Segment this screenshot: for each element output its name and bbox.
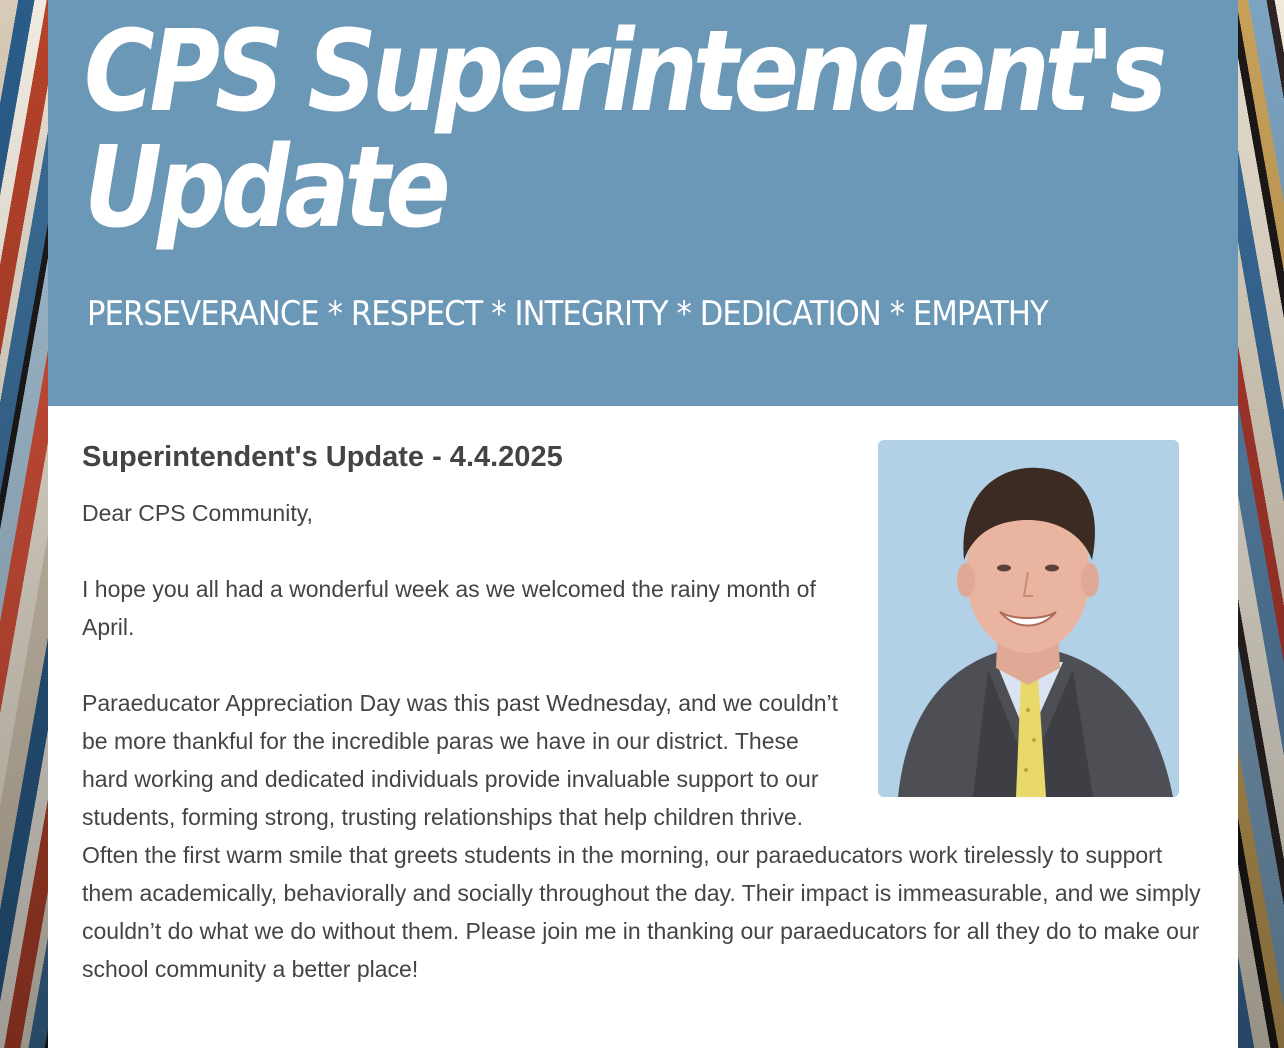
newsletter-title-line2: Update bbox=[84, 123, 446, 253]
bookshelf-background-right bbox=[1238, 0, 1284, 1048]
values-tagline: PERSEVERANCE * RESPECT * INTEGRITY * DEDICATION * EMPATHY bbox=[87, 294, 1048, 334]
newsletter-title-line1: CPS Superintendent's bbox=[84, 7, 1162, 137]
article-title: Superintendent's Update - 4.4.2025 bbox=[82, 441, 563, 473]
newsletter bbox=[48, 0, 1238, 1048]
paragraph-2: Paraeducator Appreciation Day was this past Wednesday, and we couldn’t be more thankful for the incredible paras we have in our district. These hard working and dedicated individuals provide invaluable support to our students, forming strong, trusting relationships that help children thrive. Often the first warm smile that greets students in the morning, our paraeducators work tirelessly to support them academically, behaviorally and socially throughout the day. Their impact is immeasurable, and we simply couldn’t do what we do without them. Please join me in thanking our paraeducators for all they do to make our school community a better place! bbox=[82, 690, 1201, 982]
superintendent-photo bbox=[878, 440, 1179, 797]
newsletter-header bbox=[48, 0, 1238, 406]
paragraph-1: I hope you all had a wonderful week as we welcomed the rainy month of April. bbox=[82, 576, 816, 640]
newsletter-title bbox=[84, 7, 1162, 253]
portrait-photo-icon bbox=[878, 440, 1179, 797]
greeting-text: Dear CPS Community, bbox=[82, 500, 313, 526]
bookshelf-background-left bbox=[0, 0, 48, 1048]
